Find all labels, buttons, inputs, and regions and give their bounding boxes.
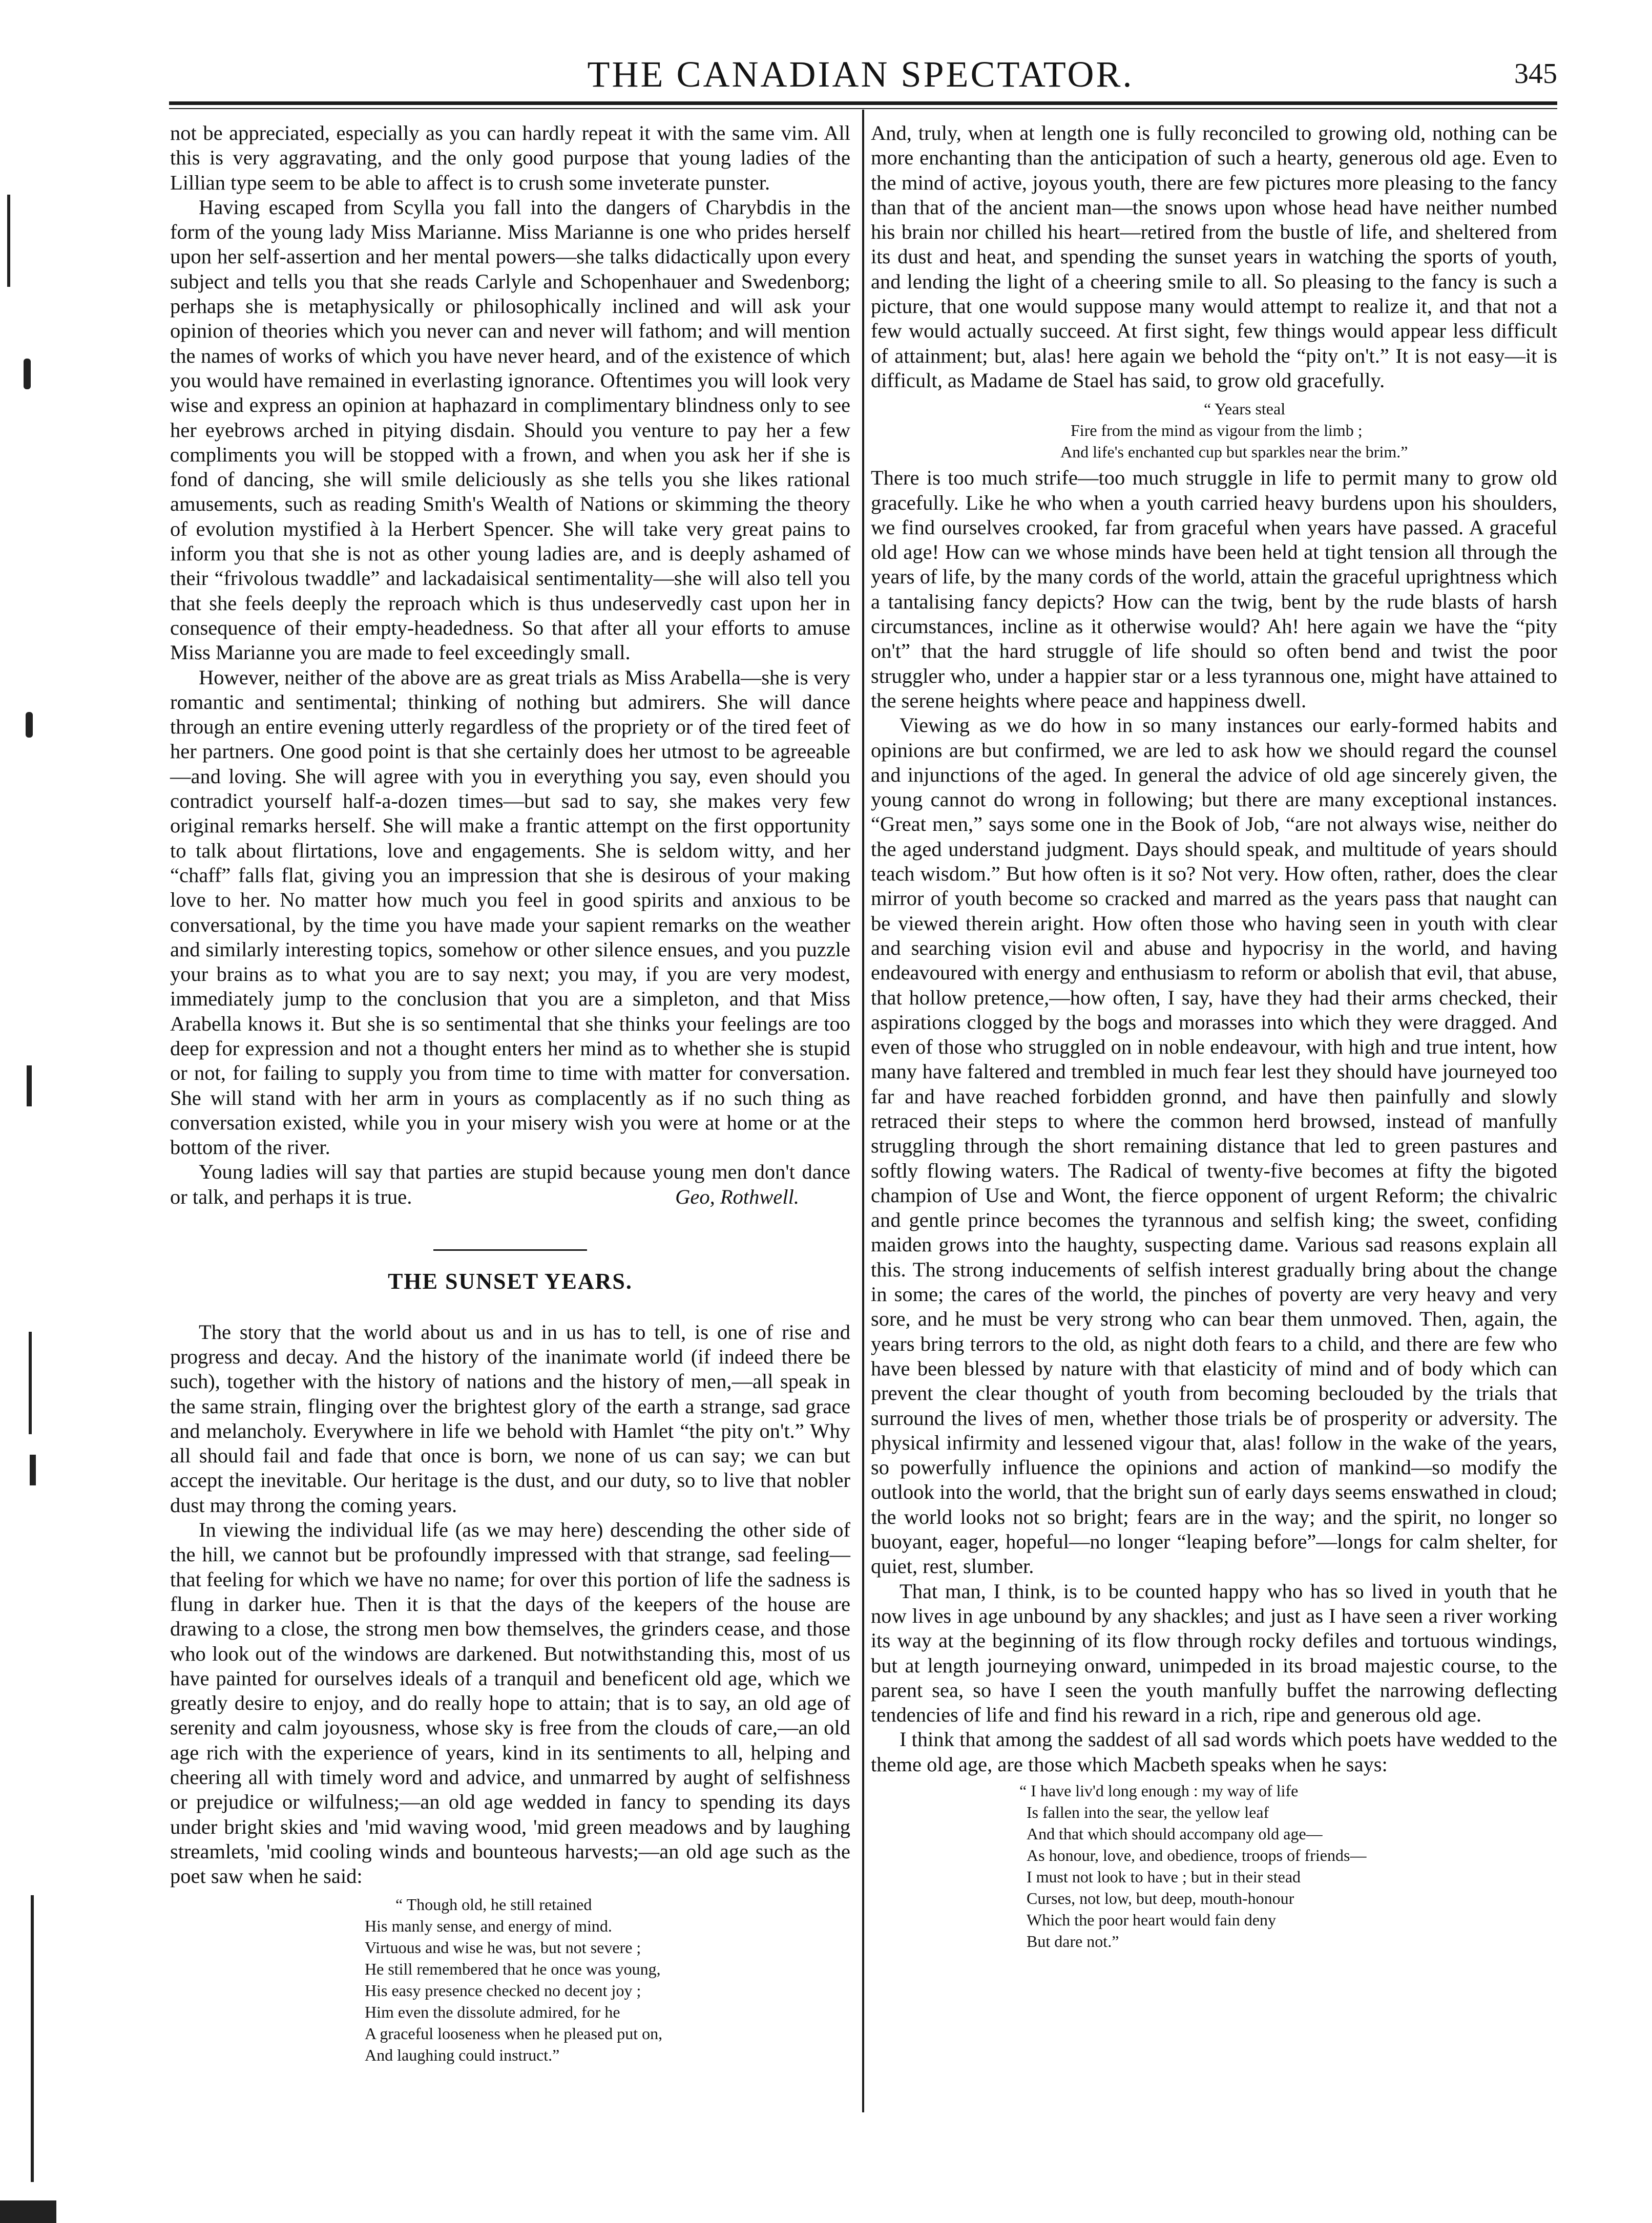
paragraph: And, truly, when at length one is fully reconciled to growing old, nothing can be more enchanting than the anticipation of such a hearty, generous old age. Even to the mind of active, joyous youth, there are few pictures more pleasing to the fancy than that of the ancient man—the snows upon whose head have neither numbed his brain nor chilled his heart—retired from the bustle of life, and sheltered from its dust and heat, and spending the sunset years in watching the sports of youth, and lending the light of a cheering smile to all. So pleasing to the fancy is such a picture, that one would suppose many would attempt to realize it, and that not a few would actually succeed. At first sight, few things would appear less difficult of attainment; but, alas! here again we behold the “pity on't.” It is not easy—it is difficult, as Madame de Stael has said, to grow old gracefully. (871, 121, 1557, 392)
paragraph: Viewing as we do how in so many instances our early-formed habits and opinions are but confirmed, we are led to ask how we should regard the counsel and injunctions of the aged. In general the advice of old age sincerely given, the young cannot do wrong in following; but there are many exceptional instances. “Great men,” says some one in the Book of Job, “are not always wise, neither do the aged understand judgment. Days should speak, and multitude of years should teach wisdom.” But how often is it so? Not very. How often, rather, does the clear mirror of youth become so cracked and marred as the years pass that naught can be viewed therein aright. How often those who having seen in youth with clear and searching vision evil and abuse and hypocrisy in the world, and having endeavoured with energy and enthusiasm to reform or abolish that evil, that abuse, that hollow pretence,—how often, I say, have they had their arms checked, their aspirations clogged by the bogs and morasses into which they were dragged. And even of those who struggled on in noble endeavour, with high and true intent, how many have faltered and trembled in much fear lest they should have journeyed too far and have reached forbidden gronnd, and have then painfully and slowly retraced their steps to where the common herd browsed, instead of manfully struggling through the short remaining distance that led to green pastures and softly flowing waters. The Radical of twenty-five becomes at fifty the bigoted champion of Use and Wont, the fierce opponent of urgent Reform; the chivalric and gentle prince becomes the tyrannous and selfish king; the sweet, confiding maiden grows into the haughty, suspecting dame. Various sad reasons explain all this. The strong inducements of selfish interest gradually bring about the change in some; the cares of the world, the pinches of poverty are very heavy and very sore, and he must be very strong who can bear them unmoved. Then, again, the years bring terrors to the old, as night doth fears to a child, and there are few who have been blessed by nature with that elasticity of mind and of body which can prevent the clear thought of youth from becoming beclouded by the trials that surround the lives of men, whether those trials be of prosperity or adversity. The physical infirmity and lessened vigour that, alas! follow in the wake of the years, so powerfully influence the opinions and action of mankind—so modify the outlook into the world, that the bright sun of early days seems enswathed in cloud; the world looks not so bright; fears are in the way; and the spirit, no longer so buoyant, eager, hopeful—no longer “leaping before”—longs for calm shelter, for quiet, rest, slumber. (871, 714, 1557, 1578)
scan-edge-mark (24, 359, 31, 389)
verse-line: I must not look to have ; but in their stead (1027, 1868, 1301, 1886)
verse-line: His easy presence checked no decent joy ; (365, 1981, 641, 2000)
header-rule-thick (169, 101, 1557, 105)
paragraph: I think that among the saddest of all sad words which poets have wedded to the theme old age, are those which Macbeth speaks when he says: (871, 1728, 1557, 1776)
verse-line: And laughing could instruct.” (365, 2046, 560, 2065)
verse-line: Which the poor heart would fain deny (1027, 1911, 1276, 1929)
verse-line: But dare not.” (1027, 1932, 1119, 1951)
verse-block (1060, 398, 1557, 463)
verse-line: Curses, not low, but deep, mouth-honour (1027, 1889, 1294, 1907)
verse-line: And that which should accompany old age— (1027, 1824, 1323, 1843)
section-divider (433, 1249, 587, 1251)
verse-block (1019, 1780, 1557, 1952)
verse-block (365, 1894, 850, 2066)
author-signature: Geo, Rothwell. (675, 1185, 799, 1209)
verse-line: Virtuous and wise he was, but not severe ; (365, 1938, 641, 1957)
verse-line: He still remembered that he once was young, (365, 1960, 661, 1979)
running-title: THE CANADIAN SPECTATOR. (587, 54, 1134, 95)
paragraph: However, neither of the above are as great trials as Miss Arabella—she is very romantic and sentimental; thinking of nothing but admirers. She will dance through an entire evening utterly regardless of the propriety or of the tired feet of her partners. One good point is that she certainly does her utmost to be agreeable—and loving. She will agree with you in everything you say, even should you contradict yourself half-a-dozen times—but sad to say, she makes very few original remarks herself. She will make a frantic attempt on the first opportunity to talk about flirtations, love and engagements. She is seldom witty, and her “chaff” falls flat, giving you an impression that she is desirous of your making love to her. No matter how much you feel in good spirits and anxious to be conversational, by the time you have made your sapient remarks on the weather and similarly interesting topics, somehow or other silence ensues, and you puzzle your brains as to what you are to say next; you may, if you are very modest, immediately jump to the conclusion that you are a simpleton, and that Miss Arabella knows it. But she is so sentimental that she thinks your feelings are too deep for expression and not a thought enters her mind as to whether she is stupid or not, for failing to supply you from time to time with matter for conversation. She will stand with her arm in yours as complacently as if no such thing as conversation existed, while you in your misery wish you were at home or at the bottom of the river. (170, 665, 850, 1159)
paragraph: The story that the world about us and in us has to tell, is one of rise and progress and decay. And the history of the inanimate world (if indeed there be such), together with the history of nations and the history of men,—all speak in the same strain, flinging over the brightest glory of the earth a strange, sad grace and melancholy. Everywhere in life we behold with Hamlet “the pity on't.” Why all should fail and fade that once is born, we none of us can say; we can but accept the inevitable. Our heritage is the dust, and our duty, so to live that nobler dust may throng the coming years. (170, 1320, 850, 1517)
scan-edge-mark (29, 1332, 32, 1434)
verse-line: “ I have liv'd long enough : my way of life (1019, 1781, 1299, 1800)
verse-line: His manly sense, and energy of mind. (365, 1917, 612, 1936)
column-divider (862, 110, 864, 2112)
right-column (871, 121, 1557, 1961)
scan-edge-mark (30, 1455, 36, 1485)
paragraph: Having escaped from Scylla you fall into the dangers of Charybdis in the form of the young lady Miss Marianne. Miss Marianne is one who prides herself upon her self-assertion and her mental powers—she talks didactically upon every subject and tells you that she reads Carlyle and Schopenhauer and Swedenborg; perhaps she is metaphysically or philosophically inclined and will ask your opinion of theories which you never can and never will fathom; and will mention the names of works of which you have never heard, and of the existence of which you would have remained in everlasting ignorance. Oftentimes you will look very wise and express an opinion at haphazard in complimentary blindness only to see her eyebrows arched in pitying disdain. Should you venture to pay her a few compliments you will be stopped with a frown, and when you ask her if she is fond of dancing, she will smile deliciously as she tells you she likes rational amusements, such as reading Smith's Wealth of Nations or skimming the theory of evolution mystified à la Herbert Spencer. She will take very great pains to inform you that she is not as other young ladies are, and is deeply ashamed of their “frivolous twaddle” and lackadaisical sentimentality—she will also tell you that she feels deeply the reproach which is thus undeservedly cast upon her in consequence of their empty-headedness. So that after all your efforts to amuse Miss Marianne you are made to feel exceedingly small. (170, 195, 850, 664)
verse-line: Him even the dissolute admired, for he (365, 2003, 620, 2022)
verse-line: A graceful looseness when he pleased put on, (365, 2024, 663, 2043)
scan-edge-mark (0, 2200, 56, 2223)
paragraph: not be appreciated, especially as you can hardly repeat it with the same vim. All this is very aggravating, and the only good purpose that young ladies of the Lillian type seem to be able to affect is to crush some inveterate punster. (170, 121, 850, 194)
paragraph: There is too much strife—too much struggle in life to permit many to grow old gracefully. Like he who when a youth carried heavy burdens upon his shoulders, we find ourselves crooked, far from graceful when years have passed. A graceful old age! How can we whose minds have been held at tight tension all through the years of life, by the many cords of the world, attain the graceful uprightness which a tantalising fancy depicts? How can the twig, bent by the rude blasts of harsh circumstances, incline as it otherwise would? Ah! here again we have the “pity on't” that the hard struggle of life should so often bend and twist the poor struggler who, under a happier star or a less tyrannous one, might have attained to the serene heights where peace and happiness dwell. (871, 466, 1557, 712)
scan-edge-mark (7, 195, 10, 287)
verse-line: Fire from the mind as vigour from the limb ; (1071, 421, 1363, 440)
verse-line: As honour, love, and obedience, troops of friends— (1027, 1846, 1367, 1864)
left-column (170, 121, 850, 2066)
verse-line: “ Though old, he still retained (395, 1895, 592, 1914)
article-title: THE SUNSET YEARS. (388, 1269, 633, 1294)
scan-edge-mark (26, 712, 33, 738)
verse-line: Is fallen into the sear, the yellow leaf (1027, 1803, 1269, 1821)
scan-edge-mark (31, 1895, 34, 2182)
page-number: 345 (1514, 58, 1557, 90)
header-rule-thin (169, 108, 1557, 109)
paragraph: In viewing the individual life (as we may here) descending the other side of the hill, we cannot but be profoundly impressed with that strange, sad feeling—that feeling for which we have no name; for over this portion of life the sadness is flung in darker hue. Then it is that the days of the keepers of the house are drawing to a close, the strong men bow themselves, the grinders cease, and those who look out of the windows are darkened. But notwithstanding this, most of us have painted for ourselves ideals of a tranquil and beneficent old age, which we greatly desire to enjoy, and do really hope to attain; that is to say, an old age of serenity and calm joyousness, whose sky is free from the clouds of care,—an old age rich with the experience of years, kind in its sentiments to all, helping and cheering all with timely word and advice, and unmarred by aught of selfishness or prejudice or wilfulness;—an old age wedded in fancy to spending its days under bright skies and 'mid waving wood, 'mid green meadows and by laughing streamlets, 'mid cooling winds and bounteous harvests;—an old age such as the poet saw when he said: (170, 1518, 850, 1888)
scan-edge-mark (27, 1065, 32, 1106)
paragraph: That man, I think, is to be counted happy who has so lived in youth that he now lives in age unbound by any shackles; and just as I have seen a river working its way at the beginning of its flow through rocky defiles and tortuous windings, but at length journeying onward, unimpeded in its broad majestic course, to the parent sea, so have I seen the youth manfully buffet the narrowing deflecting tendencies of life and find his reward in a rich, ripe and generous old age. (871, 1579, 1557, 1727)
verse-line: And life's enchanted cup but sparkles near the brim.” (1060, 443, 1408, 462)
paragraph: Young ladies will say that parties are stupid because young men don't dance or talk, and perhaps it is true. (170, 1160, 850, 1208)
page-header (164, 53, 1557, 96)
verse-line: “ Years steal (1204, 400, 1286, 418)
